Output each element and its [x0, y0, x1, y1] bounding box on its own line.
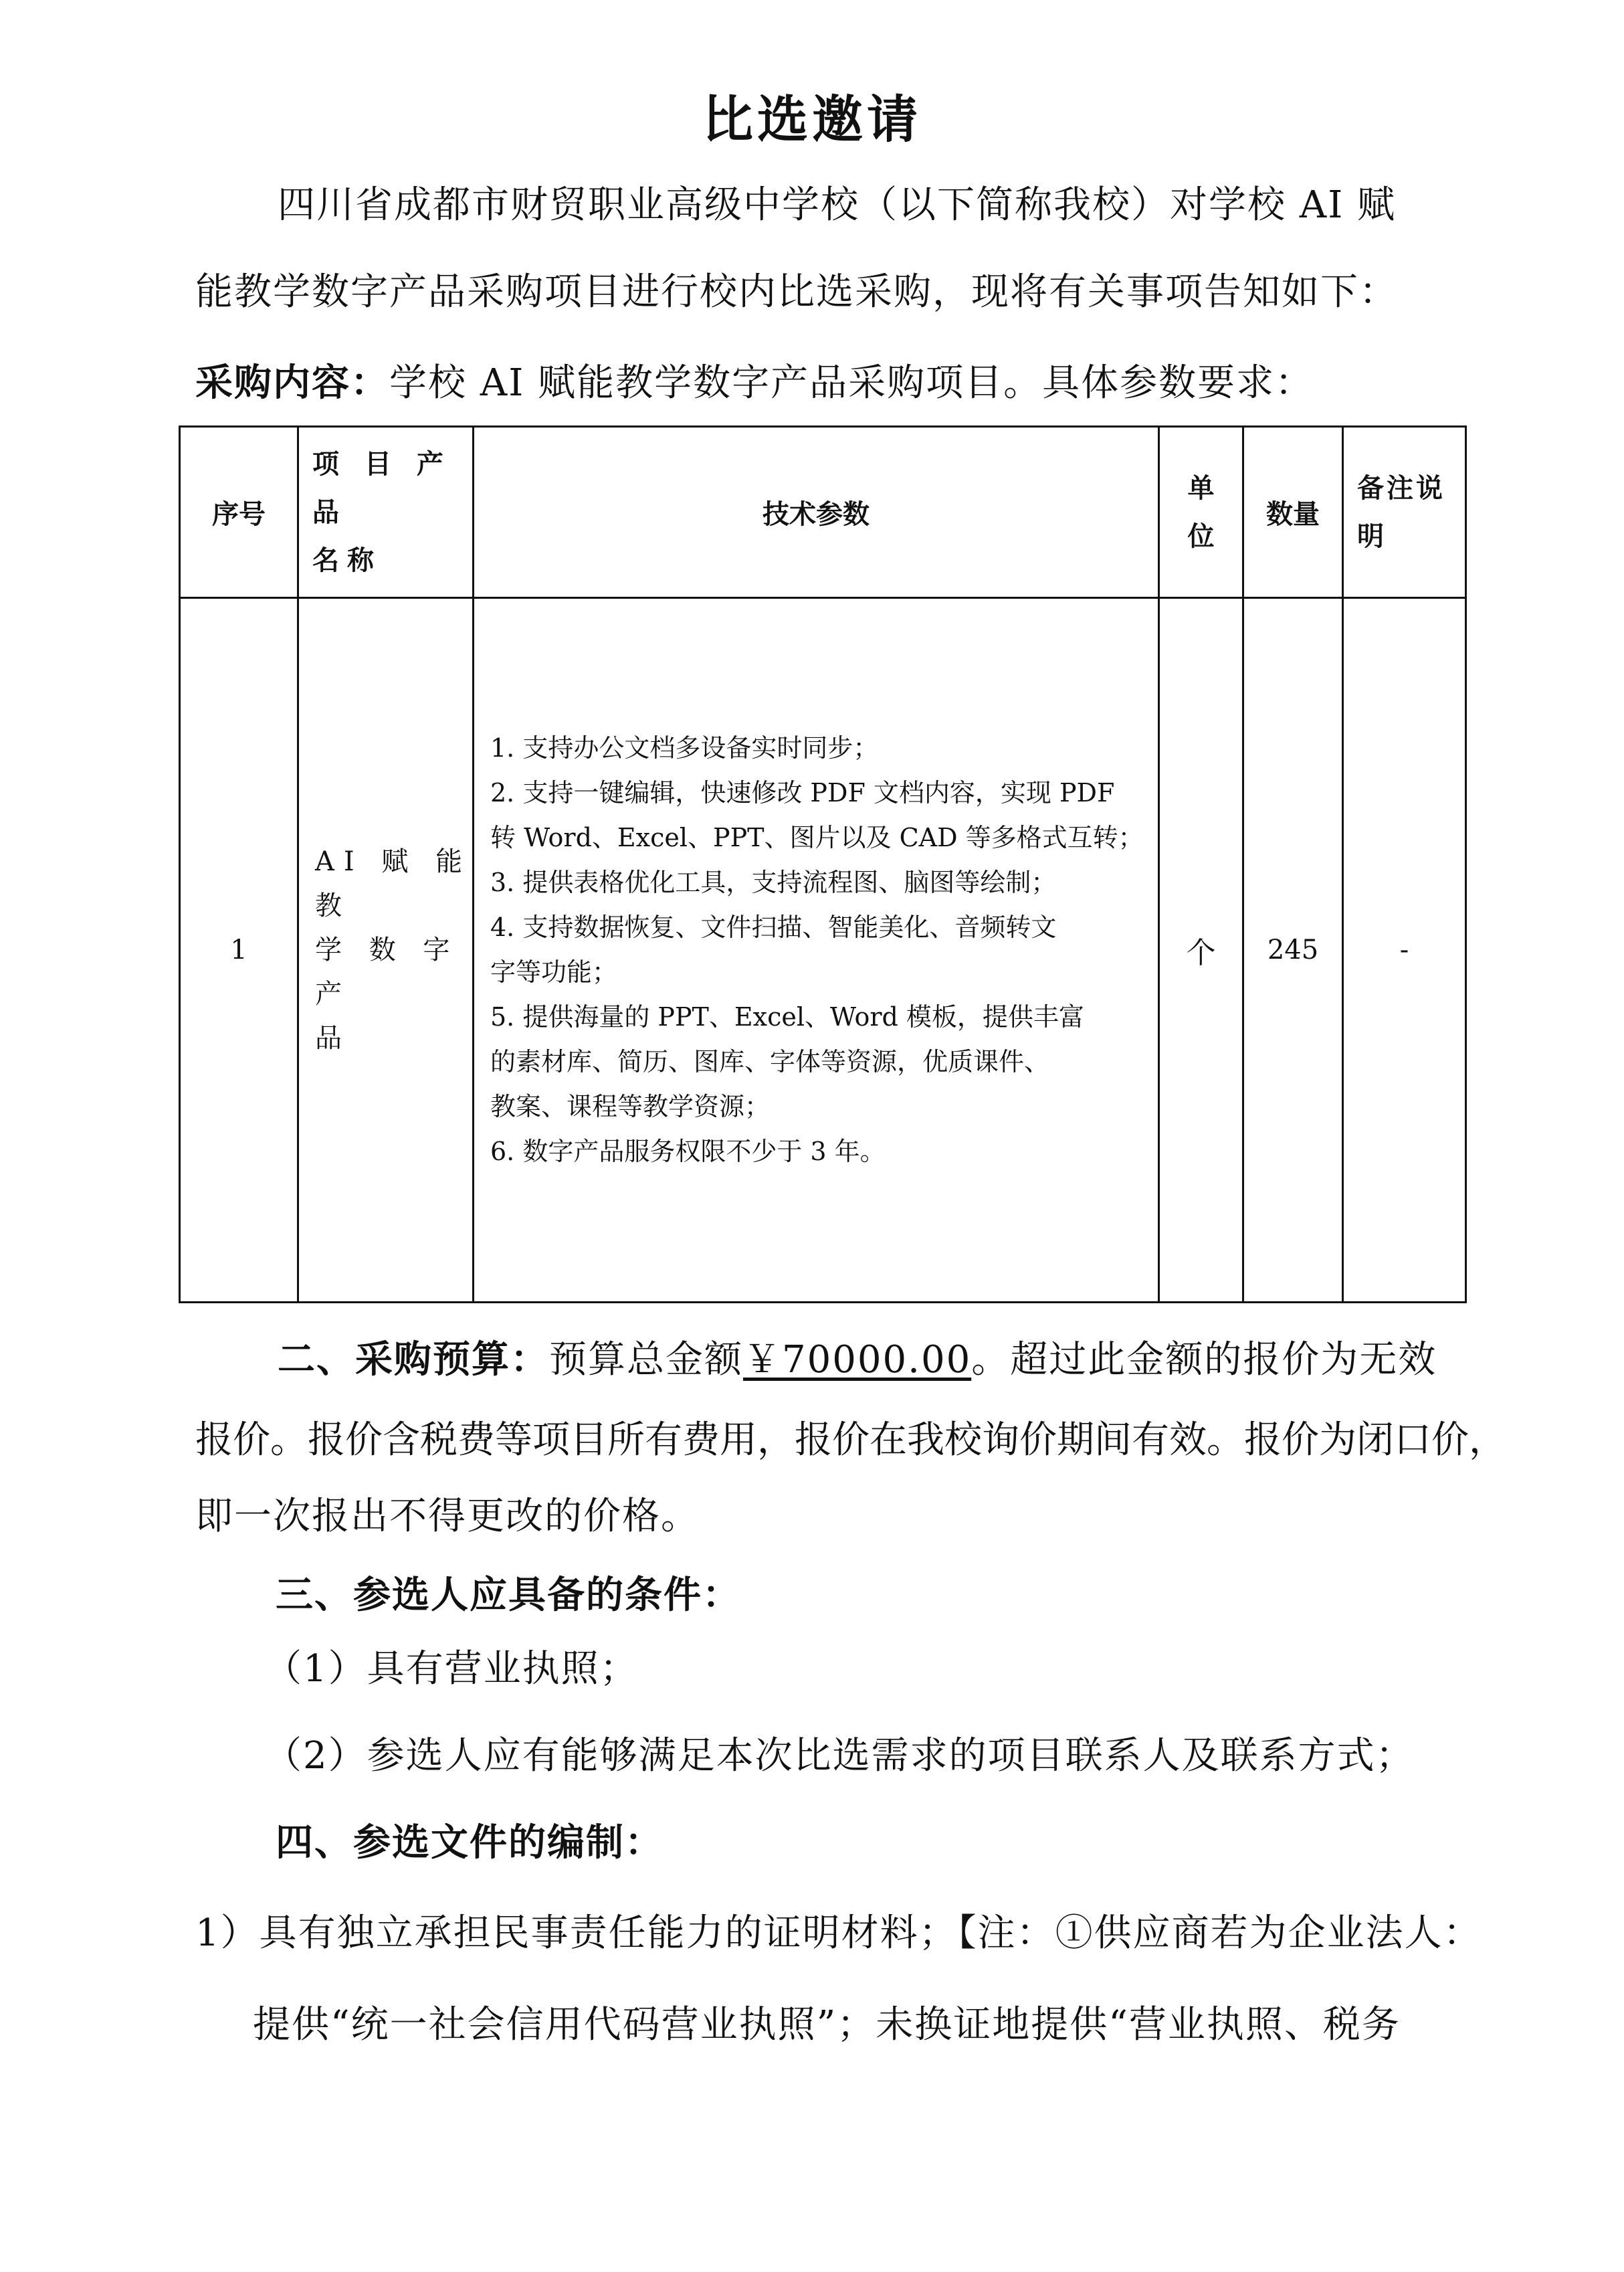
param-line: 2. 支持一键编辑，快速修改 PDF 文档内容，实现 PDF	[490, 778, 1115, 808]
row-name-line-1: AI 赋 能 教	[315, 846, 472, 921]
spec-table	[179, 425, 1467, 1303]
header-remark-line-1: 备注说	[1357, 472, 1445, 504]
header-qty: 数量	[1243, 427, 1343, 598]
header-unit-line-2: 位	[1187, 520, 1215, 552]
budget-label: 二、采购预算：	[278, 1338, 549, 1382]
page-title: 比选邀请	[702, 90, 922, 149]
budget-amount: ￥70000.00	[743, 1338, 972, 1382]
param-line: 字等功能；	[490, 957, 618, 987]
param-line: 的素材库、简历、图库、字体等资源，优质课件、	[490, 1047, 1050, 1076]
row-unit: 个	[1159, 598, 1243, 1303]
param-line: 转 Word、Excel、PPT、图片以及 CAD 等多格式互转；	[490, 823, 1144, 852]
intro-line-2: 能教学数字产品采购项目进行校内比选采购，现将有关事项告知如下：	[195, 270, 1398, 314]
budget-pre: 预算总金额	[549, 1338, 743, 1382]
docs-heading: 四、参选文件的编制：	[276, 1821, 664, 1865]
procurement-content-text: 学校 AI 赋能教学数字产品采购项目。具体参数要求：	[389, 361, 1314, 405]
header-unit-line-1: 单	[1187, 472, 1215, 504]
docs-item-1: 1）具有独立承担民事责任能力的证明材料；【注：①供应商若为企业法人：	[195, 1911, 1482, 1955]
param-line: 6. 数字产品服务权限不少于 3 年。	[490, 1137, 886, 1166]
conditions-heading: 三、参选人应具备的条件：	[276, 1574, 741, 1617]
row-remark: -	[1343, 598, 1466, 1303]
row-seq: 1	[180, 598, 298, 1303]
intro-line-1: 四川省成都市财贸职业高级中学校（以下简称我校）对学校 AI 赋	[278, 183, 1397, 227]
row-params	[474, 598, 1159, 1303]
row-qty: 245	[1243, 598, 1343, 1303]
condition-item-2: （2）参选人应有能够满足本次比选需求的项目联系人及联系方式；	[264, 1734, 1415, 1778]
budget-line-2: 报价。报价含税费等项目所有费用，报价在我校询价期间有效。报价为闭口价，	[195, 1418, 1506, 1462]
param-line: 5. 提供海量的 PPT、Excel、Word 模板，提供丰富	[490, 1002, 1084, 1032]
condition-item-1: （1）具有营业执照；	[264, 1647, 639, 1691]
param-line: 4. 支持数据恢复、文件扫描、智能美化、音频转文	[490, 913, 1057, 942]
budget-line-3: 即一次报出不得更改的价格。	[195, 1495, 700, 1538]
procurement-content-label: 采购内容：	[195, 361, 389, 405]
procurement-content	[195, 353, 1314, 407]
param-line: 1. 支持办公文档多设备实时同步；	[490, 733, 879, 763]
header-name	[298, 427, 474, 598]
budget-line-1	[278, 1330, 1437, 1384]
header-remark	[1343, 427, 1466, 598]
budget-post: 。超过此金额的报价为无效	[971, 1338, 1437, 1382]
docs-item-1-cont: 提供“统一社会信用代码营业执照”；未换证地提供“营业执照、税务	[253, 2003, 1401, 2047]
row-name	[298, 598, 474, 1303]
param-line: 教案、课程等教学资源；	[490, 1092, 771, 1121]
header-params: 技术参数	[474, 427, 1159, 598]
table-row	[180, 598, 1466, 1303]
header-remark-line-2: 明	[1357, 520, 1387, 552]
row-name-line-2: 学 数 字 产	[315, 935, 460, 1010]
param-line: 3. 提供表格优化工具，支持流程图、脑图等绘制；	[490, 868, 1057, 897]
header-unit	[1159, 427, 1243, 598]
table-header-row	[180, 427, 1466, 598]
header-name-line-2: 名称	[312, 545, 382, 576]
header-seq: 序号	[180, 427, 298, 598]
header-name-line-1: 项 目 产 品	[312, 448, 451, 528]
row-name-line-3: 品	[315, 1023, 351, 1054]
